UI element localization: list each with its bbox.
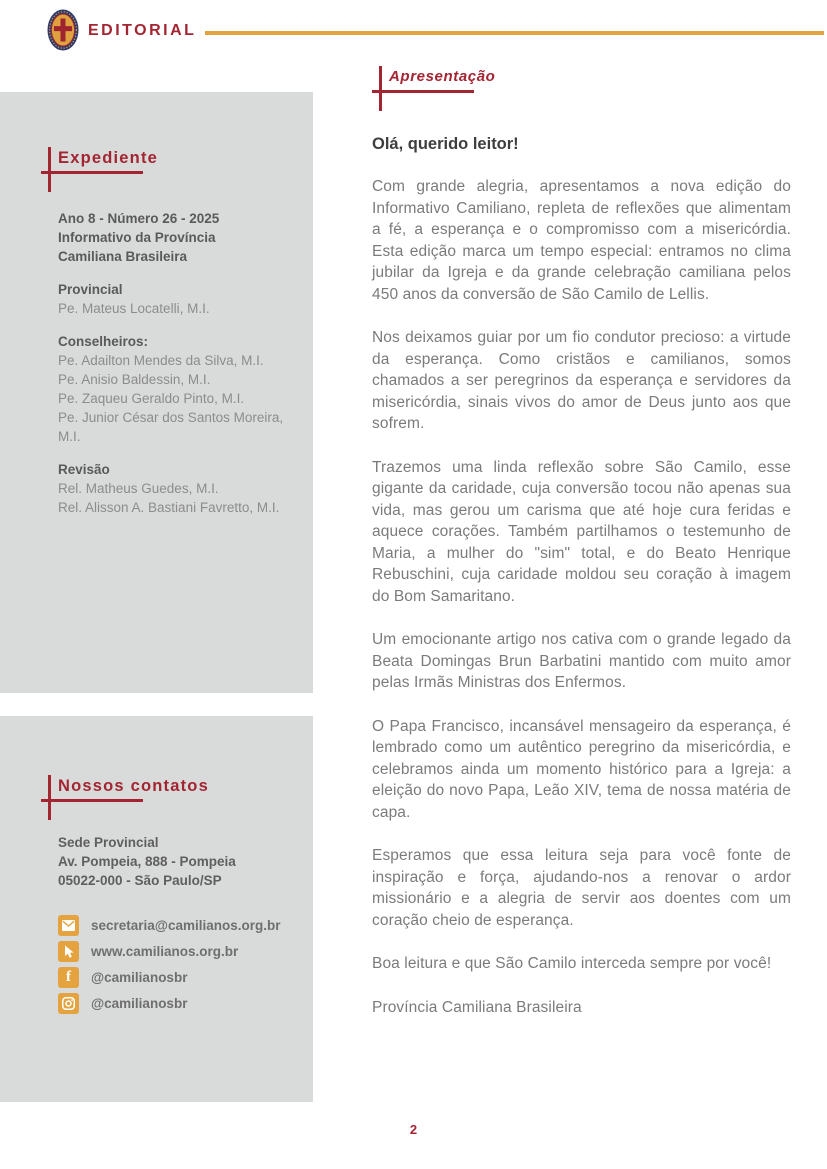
contacts-heading [41, 773, 295, 823]
cross-horizontal-bar [41, 799, 143, 802]
page-section-title: EDITORIAL [88, 22, 197, 39]
contact-instagram-label[interactable]: @camilianosbr [91, 996, 188, 1011]
contact-row-instagram[interactable] [58, 993, 295, 1014]
body-paragraph: Com grande alegria, apresentamos a nova edição do Informativo Camiliano, repleta de reflexões que alimentam a fé, a esperança e o compromisso com a misericórdia. Esta edição marca um tempo especial: entramos no clima jubilar da Igreja e da grande celebração camiliana pelos 450 anos da conversão de São Camilo de Lellis. [372, 178, 791, 303]
cross-horizontal-bar [41, 171, 143, 174]
cross-horizontal-bar [372, 90, 474, 93]
section-title: Provincial [58, 282, 123, 297]
edition-line: Ano 8 - Número 26 - 2025 [58, 211, 220, 226]
email-icon [58, 915, 79, 936]
contact-website-label[interactable]: www.camilianos.org.br [91, 944, 239, 959]
address-line: 05022-000 - São Paulo/SP [58, 873, 222, 888]
revisao-section [58, 460, 295, 517]
address-block [58, 833, 295, 890]
greeting-heading: Olá, querido leitor! [372, 135, 519, 153]
address-line: Av. Pompeia, 888 - Pompeia [58, 854, 236, 869]
person-name: Pe. Anisio Baldessin, M.I. [58, 372, 211, 387]
expediente-heading-label: Expediente [58, 149, 159, 167]
person-name: Pe. Junior César dos Santos Moreira, M.I. [58, 410, 284, 444]
body-paragraph: O Papa Francisco, incansável mensageiro da esperança, é lembrado como um autêntico peregrino da misericórdia, e celebramos ainda um momento histórico para a Igreja: a eleição do novo Papa, Leão XIV, tema de nossa matéria de capa. [372, 717, 791, 821]
contact-list [58, 915, 295, 1014]
person-name: Rel. Matheus Guedes, M.I. [58, 481, 219, 496]
contact-facebook-label[interactable]: @camilianosbr [91, 970, 188, 985]
expediente-panel [0, 92, 313, 693]
edition-line: Informativo da Província [58, 230, 216, 245]
contacts-panel [0, 716, 313, 1102]
edition-info [58, 209, 295, 266]
body-paragraph: Boa leitura e que São Camilo interceda sempre por você! [372, 955, 772, 972]
instagram-icon [58, 993, 79, 1014]
person-name: Pe. Zaqueu Geraldo Pinto, M.I. [58, 391, 245, 406]
facebook-icon: f [58, 967, 79, 988]
body-paragraph: Nos deixamos guiar por um fio condutor precioso: a virtude da esperança. Como cristãos e camilianos, somos chamados a ser peregrinos da esperança e servidores da misericórdia, sinais vivos do amor de Deus junto aos que sofrem. [372, 329, 791, 432]
apresentacao-heading [372, 64, 791, 114]
body-paragraph: Um emocionante artigo nos cativa com o grande legado da Beata Domingas Brun Barbatini mantido com muito amor pelas Irmãs Ministras dos Enfermos. [372, 631, 791, 691]
section-title: Revisão [58, 462, 110, 477]
cross-vertical-bar [379, 66, 382, 111]
signature-line: Província Camiliana Brasileira [372, 998, 582, 1016]
expediente-heading [41, 145, 295, 195]
contacts-heading-label: Nossos contatos [58, 777, 209, 795]
page-number: 2 [409, 1122, 418, 1137]
provincial-section [58, 280, 295, 318]
body-paragraph: Esperamos que essa leitura seja para você fonte de inspiração e força, ajudando-nos a renovar o ardor missionário e a alegria de servir aos doentes com um coração cheio de esperança. [372, 847, 791, 929]
contact-email-label[interactable]: secretaria@camilianos.org.br [91, 918, 281, 933]
editorial-body [372, 64, 791, 1018]
edition-line: Camiliana Brasileira [58, 249, 188, 264]
camillian-emblem-graphic [47, 9, 79, 51]
cross-vertical-bar [48, 775, 51, 820]
person-name: Pe. Adailton Mendes da Silva, M.I. [58, 353, 264, 368]
contact-row-email[interactable] [58, 915, 295, 936]
person-name: Pe. Mateus Locatelli, M.I. [58, 301, 210, 316]
apresentacao-heading-label: Apresentação [389, 68, 496, 85]
camillian-logo-icon [47, 9, 79, 51]
section-title: Conselheiros: [58, 334, 149, 349]
website-cursor-icon [58, 941, 79, 962]
contact-row-website[interactable] [58, 941, 295, 962]
contact-row-facebook[interactable] [58, 967, 295, 988]
person-name: Rel. Alisson A. Bastiani Favretto, M.I. [58, 500, 280, 515]
body-paragraph: Trazemos uma linda reflexão sobre São Camilo, esse gigante da caridade, cuja conversão tocou não apenas sua vida, mas gerou um carisma que até hoje cura feridas e aquece corações. Também partilhamos o testemunho de Maria, a mulher do "sim" total, e do Beato Henrique Rebuschini, cuja caridade moldou seu coração à imagem do Bom Samaritano. [372, 458, 791, 605]
cross-vertical-bar [48, 147, 51, 192]
address-line: Sede Provincial [58, 835, 159, 850]
header-divider-line [205, 31, 824, 35]
conselheiros-section [58, 332, 295, 446]
